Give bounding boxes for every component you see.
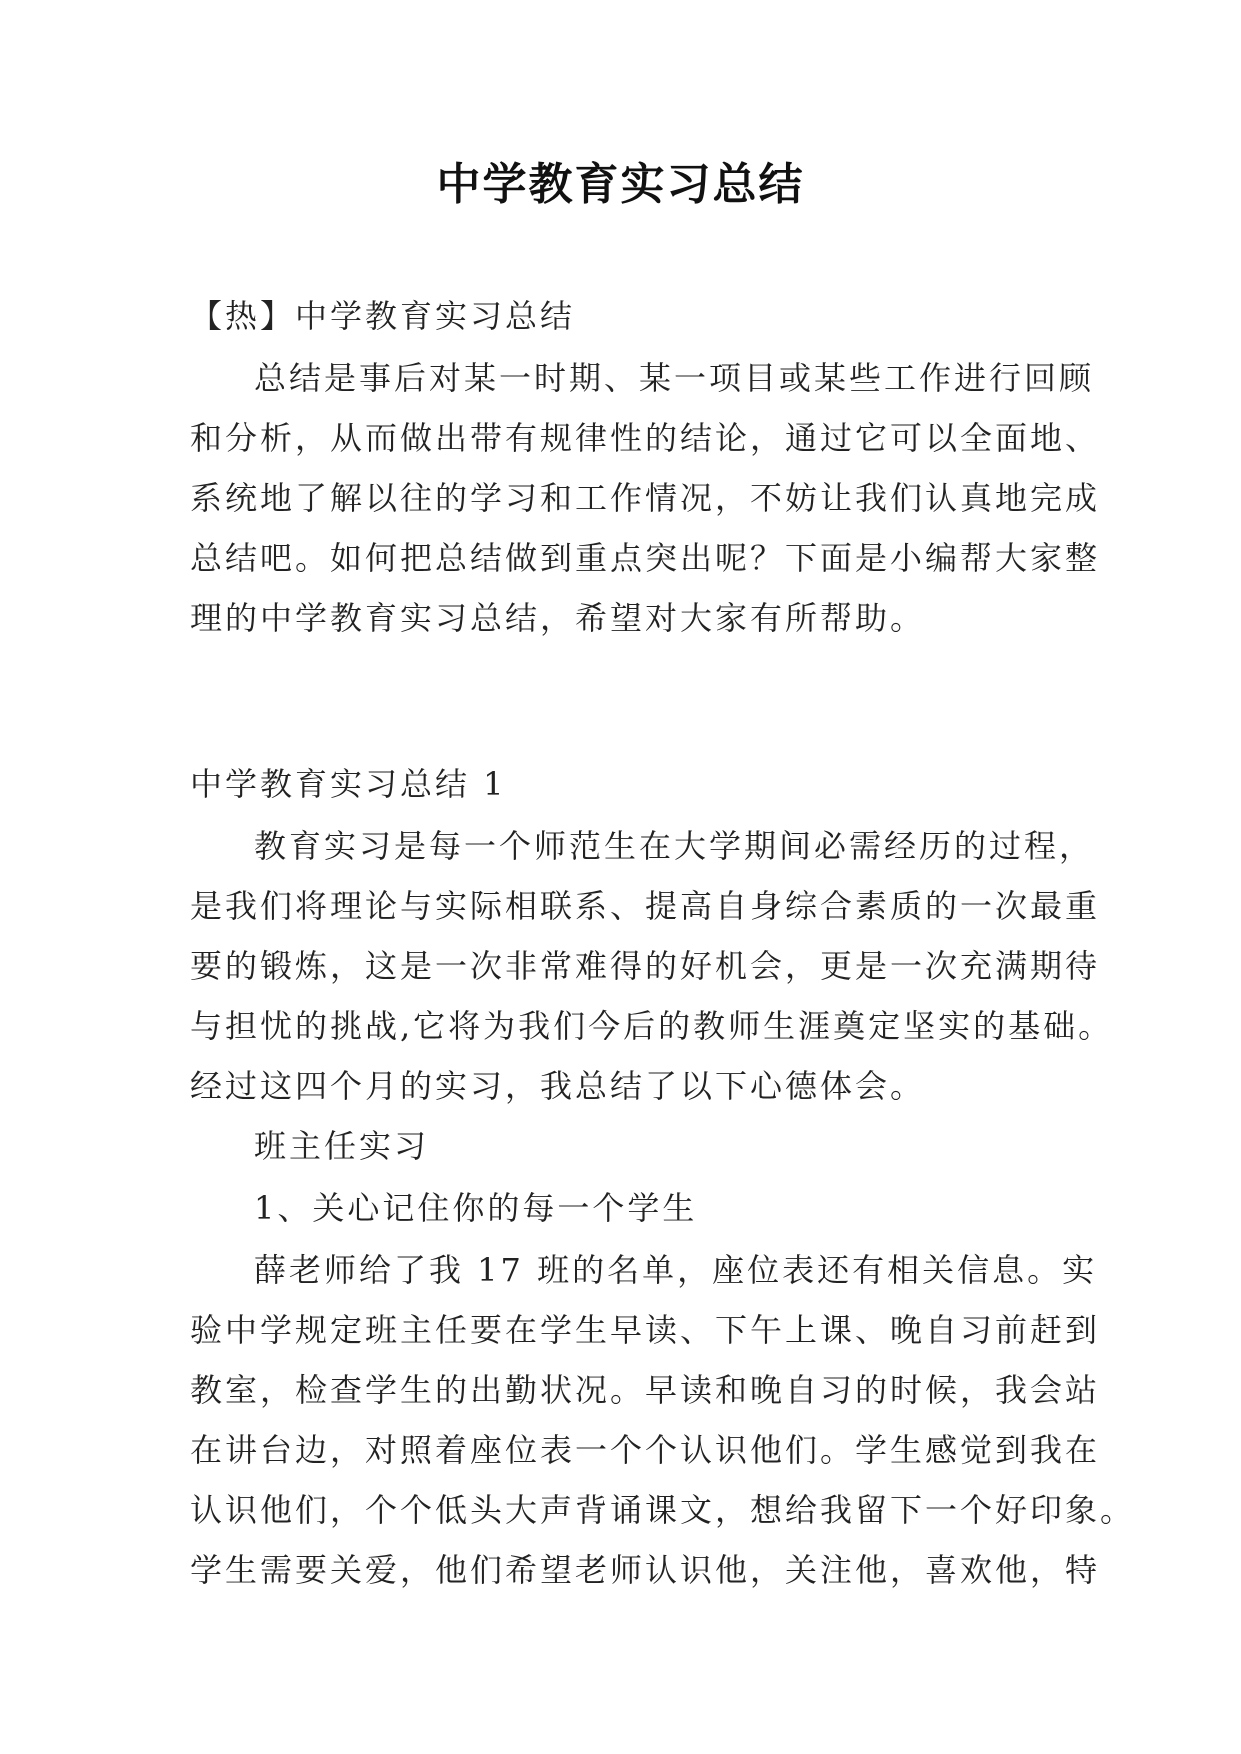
paragraph-line: 要的锻炼，这是一次非常难得的好机会，更是一次充满期待: [190, 947, 1101, 985]
paragraph-line: 与担忧的挑战,它将为我们今后的教师生涯奠定坚实的基础。: [190, 1007, 1114, 1045]
paragraph-line: 验中学规定班主任要在学生早读、下午上课、晚自习前赶到: [190, 1311, 1101, 1349]
paragraph-line: 经过这四个月的实习，我总结了以下心德体会。: [190, 1067, 926, 1105]
paragraph-line: 认识他们，个个低头大声背诵课文，想给我留下一个好印象。: [190, 1491, 1136, 1529]
paragraph-line: 在讲台边，对照着座位表一个个认识他们。学生感觉到我在: [190, 1431, 1101, 1469]
paragraph-line: 和分析，从而做出带有规律性的结论，通过它可以全面地、: [190, 419, 1101, 457]
paragraph-line: 教育实习是每一个师范生在大学期间必需经历的过程，: [254, 827, 1095, 865]
paragraph-line: 薛老师给了我 17 班的名单，座位表还有相关信息。实: [254, 1251, 1098, 1289]
section-heading: 中学教育实习总结 1: [190, 765, 507, 803]
paragraph-line: 理的中学教育实习总结，希望对大家有所帮助。: [190, 599, 926, 637]
paragraph-line: 系统地了解以往的学习和工作情况，不妨让我们认真地完成: [190, 479, 1101, 517]
paragraph-line: 学生需要关爱，他们希望老师认识他，关注他，喜欢他，特: [190, 1551, 1101, 1589]
paragraph-line: 是我们将理论与实际相联系、提高自身综合素质的一次最重: [190, 887, 1101, 925]
paragraph-line: 总结吧。如何把总结做到重点突出呢？下面是小编帮大家整: [190, 539, 1101, 577]
paragraph-line: 教室，检查学生的出勤状况。早读和晚自习的时候，我会站: [190, 1371, 1101, 1409]
paragraph-line: 总结是事后对某一时期、某一项目或某些工作进行回顾: [254, 359, 1095, 397]
list-item-heading: 1、关心记住你的每一个学生: [254, 1189, 698, 1227]
intro-heading: 【热】中学教育实习总结: [190, 297, 576, 335]
subsection-heading: 班主任实习: [254, 1127, 430, 1165]
document-title: 中学教育实习总结: [436, 159, 805, 210]
